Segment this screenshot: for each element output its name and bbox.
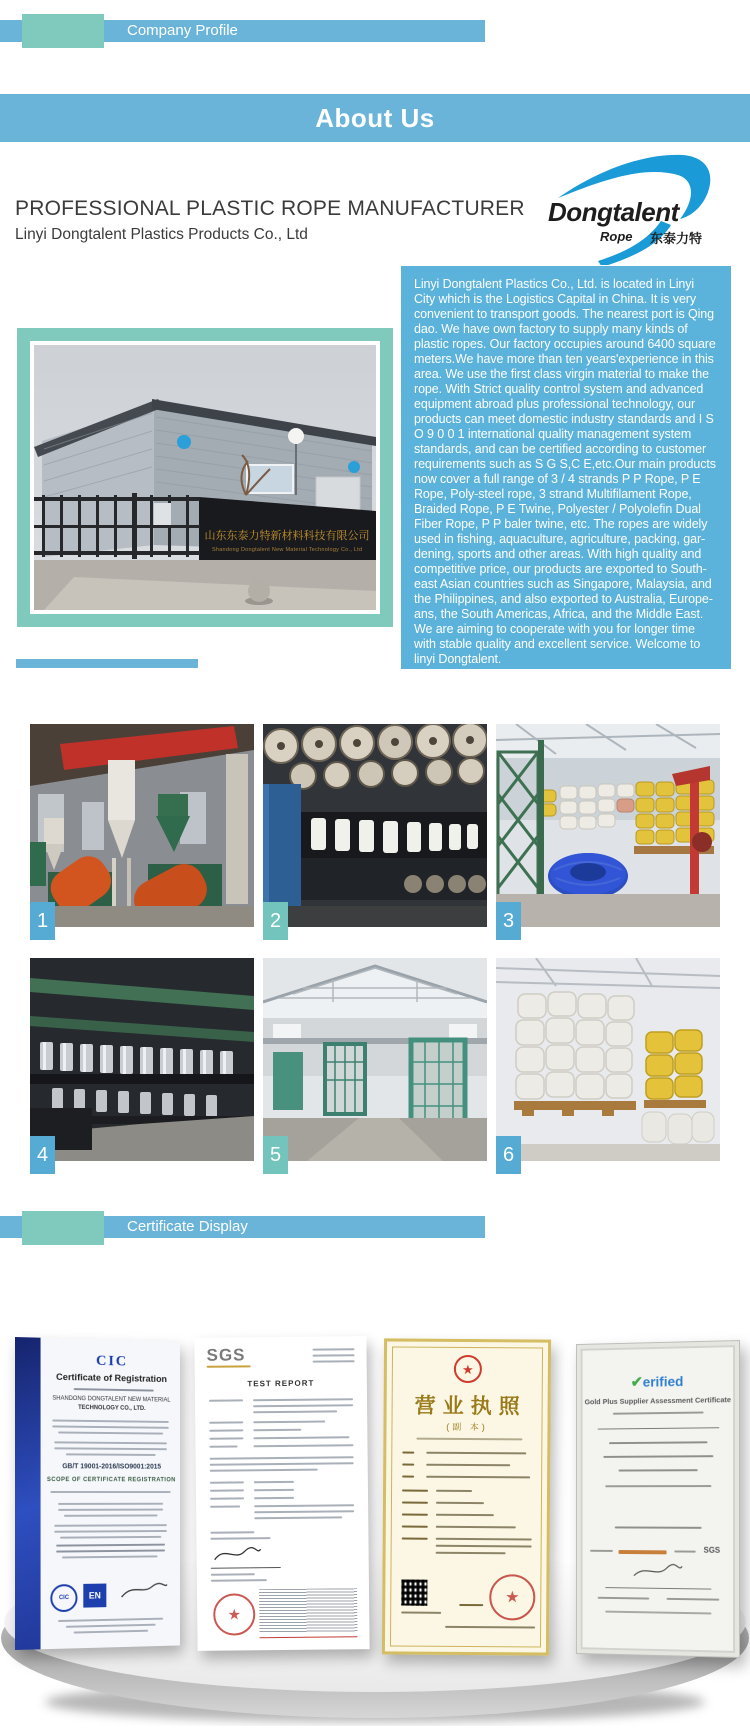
- factory-building-photo: [17, 328, 393, 627]
- verified-supplier-certificate: [576, 1340, 740, 1658]
- fine-print-block: [259, 1588, 357, 1633]
- cic-org1: SHANDONG DONGTALENT NEW MATERIAL: [52, 1395, 171, 1404]
- photo-number-badge: 4: [30, 1136, 55, 1174]
- certificate-blue-band: [15, 1337, 41, 1650]
- logo-wordmark: Dongtalent: [548, 197, 679, 227]
- photo-number-badge: 6: [496, 1136, 521, 1174]
- signature-mark: [632, 1562, 684, 1582]
- red-stamp-icon: ★: [213, 1593, 255, 1635]
- certificate-display-label: Certificate Display: [127, 1218, 248, 1235]
- braiding-machine-hall-illustration: [263, 958, 487, 1161]
- gallery-photo-6: [496, 958, 720, 1166]
- bobbin-winding-rows-illustration: [30, 958, 254, 1161]
- photo-number-badge: 3: [496, 902, 521, 940]
- logo-chinese-label: 东泰力特: [650, 231, 703, 246]
- rope-coil-warehouse-illustration: [496, 724, 720, 927]
- national-emblem-icon: [453, 1354, 483, 1384]
- sgs-logo: SGS: [206, 1345, 246, 1365]
- photo-number-badge: 1: [30, 902, 55, 940]
- cic-round-logo: CIC: [50, 1584, 77, 1612]
- signature-mark: [213, 1543, 263, 1566]
- mixing-hoppers-workshop-illustration: [30, 724, 254, 927]
- wall-logo-icon: [177, 435, 191, 449]
- red-stamp-icon: ★: [489, 1574, 535, 1620]
- gallery-photo-5: [263, 958, 487, 1166]
- cic-title: Certificate of Registration: [56, 1371, 167, 1385]
- verified-title: Gold Plus Supplier Assessment Certificate: [584, 1395, 732, 1407]
- spool-rack-machines-illustration: [263, 724, 487, 927]
- gallery-photo-1: [30, 724, 254, 932]
- decorative-underline-bar: [16, 659, 198, 668]
- dongtalent-logo: [490, 145, 750, 265]
- page-title: PROFESSIONAL PLASTIC ROPE MANUFACTURER: [15, 197, 525, 220]
- company-description: Linyi Dongtalent Plastics Co., Ltd. is located in Linyi City which is the Logistics Capital in China. It is very convenient to transport goods. The nearest port is Qing dao. We have own factory to supply many kinds of plastic ropes. Our factory occupies around 6400 square meters.We have more than ten years'experience in this area. We use the first class virgin material to make the rope. With Strict quality control system and advanced equipment abroad plus professional technology, our products can meet domestic industry standards and I S O 9 0 0 1 international quality management system standards, and can be certified according to customer requirements such as S G S,C E,etc.Our main products now cover a full range of 3 / 4 strands P P Rope, P E Rope, Poly-steel rope, 3 strand Multifilament Rope, Braided Rope, P E Twine, Polyester / Polyolefin Dual Fiber Rope, P P baler twine, etc. The ropes are widely used in fishing, aquaculture, agriculture, packing, gar-dening, sports and other areas. With high quality and competitive price, our products are exported to South-east Asian countries such as Singapore, Malaysia, and the Philippines, and also exported to Australia, Europe-ans, the South Americas, Africa, and the Middle East. We are aiming to cooperate with you for longer time with stable quality and excellent service. Welcome to linyi Dongtalent.: [401, 266, 731, 669]
- logo-rope-label: Rope: [600, 229, 633, 244]
- factory-exterior-illustration: [34, 345, 376, 610]
- signature-mark: [120, 1579, 169, 1603]
- svg-text:★: ★: [462, 1361, 474, 1378]
- header-teal-block: [22, 14, 104, 48]
- factory-sign-text: 山东东泰力特新材料科技有限公司: [204, 530, 370, 542]
- header-teal-block: [22, 1211, 104, 1245]
- factory-sign-subtext: Shandong Dongtalent New Material Technology Co., Ltd: [212, 547, 362, 553]
- packed-bale-stacks-illustration: [496, 958, 720, 1161]
- sgs-test-report: [194, 1336, 369, 1651]
- company-profile-label: Company Profile: [127, 22, 238, 39]
- about-us-banner: [0, 94, 750, 142]
- photo-number-badge: 2: [263, 902, 288, 940]
- license-subtitle: (副 本): [446, 1421, 488, 1433]
- business-license: [382, 1338, 551, 1655]
- qr-code: [401, 1580, 427, 1606]
- sgs-mini-logo: SGS: [703, 1545, 721, 1555]
- license-title: 营业执照: [414, 1394, 527, 1419]
- cic-standard: GB/T 19001-2016/ISO9001:2015: [62, 1463, 162, 1471]
- cic-brand: CIC: [96, 1353, 129, 1370]
- accreditation-logo: EN: [83, 1584, 106, 1608]
- sgs-title: TEST REPORT: [247, 1378, 315, 1389]
- about-us-title: About Us: [315, 102, 435, 133]
- gallery-photo-2: [263, 724, 487, 932]
- gallery-photo-4: [30, 958, 254, 1166]
- cic-org2: TECHNOLOGY CO., LTD.: [78, 1404, 146, 1412]
- cic-scope: SCOPE OF CERTIFICATE REGISTRATION: [46, 1477, 176, 1484]
- check-icon: ✔: [630, 1373, 643, 1391]
- gallery-photo-3: [496, 724, 720, 932]
- cic-iso-certificate: [15, 1337, 180, 1650]
- page-subtitle: Linyi Dongtalent Plastics Products Co., Ltd: [15, 226, 308, 243]
- verified-logo: ✔erified: [630, 1373, 684, 1391]
- photo-number-badge: 5: [263, 1136, 288, 1174]
